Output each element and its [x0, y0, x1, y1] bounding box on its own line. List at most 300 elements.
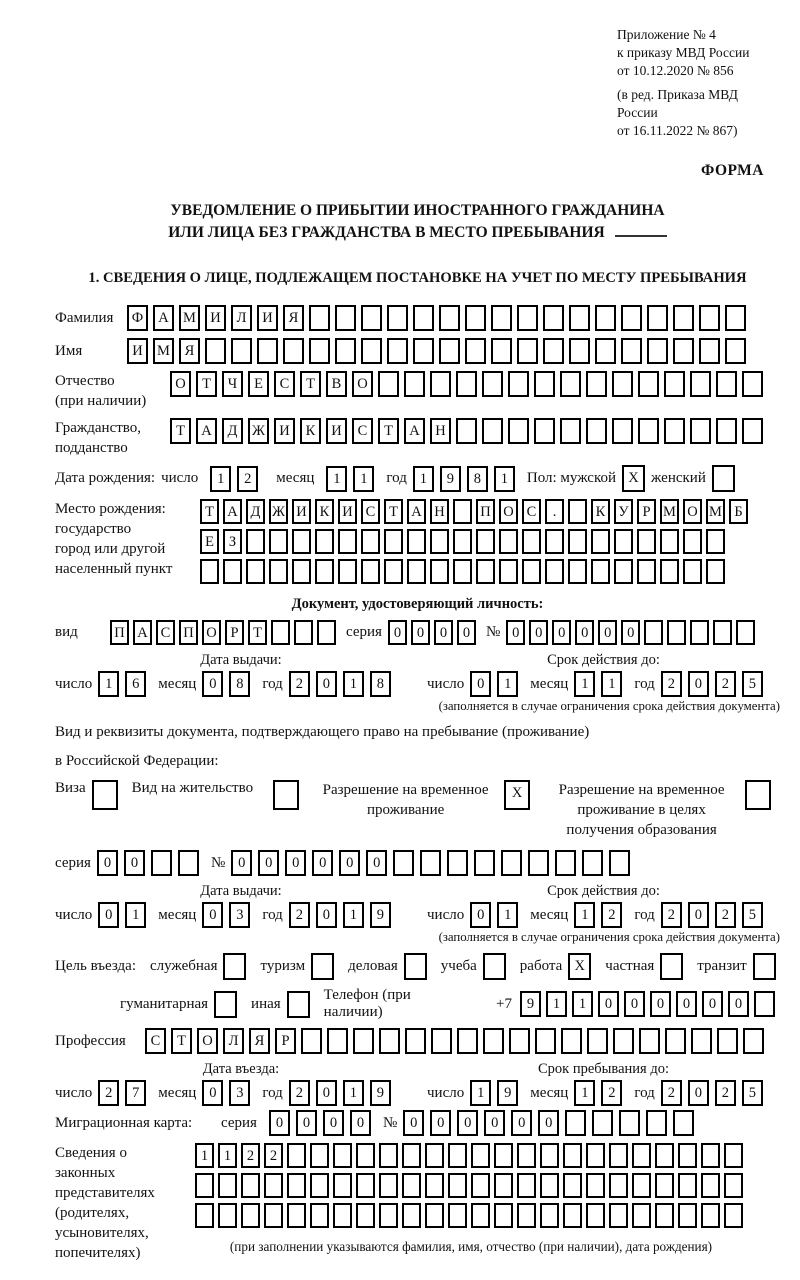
- temp-residence-option-checkbox[interactable]: [504, 780, 530, 810]
- cell[interactable]: М: [179, 305, 200, 331]
- cell[interactable]: 0: [202, 1080, 223, 1106]
- stay-month-cells[interactable]: [574, 1080, 628, 1106]
- cell[interactable]: [678, 1173, 697, 1198]
- purpose-tourism-checkbox[interactable]: [311, 953, 334, 980]
- cell[interactable]: Я: [249, 1028, 270, 1054]
- cell[interactable]: 8: [467, 466, 488, 492]
- cell[interactable]: Л: [231, 305, 252, 331]
- cell[interactable]: [309, 338, 330, 364]
- cell[interactable]: 0: [403, 1110, 424, 1136]
- cell[interactable]: [430, 559, 449, 584]
- residence-valid-year-cells[interactable]: [661, 902, 769, 928]
- cell[interactable]: [287, 1143, 306, 1168]
- cell[interactable]: [273, 780, 299, 810]
- cell[interactable]: С: [361, 499, 380, 524]
- cell[interactable]: [673, 1110, 694, 1136]
- cell[interactable]: 0: [312, 850, 333, 876]
- cell[interactable]: [660, 559, 679, 584]
- surname-cells[interactable]: [127, 305, 751, 331]
- cell[interactable]: [655, 1173, 674, 1198]
- cell[interactable]: [517, 1203, 536, 1228]
- cell[interactable]: А: [133, 620, 152, 645]
- cell[interactable]: Т: [378, 418, 399, 444]
- cell[interactable]: [592, 1110, 613, 1136]
- cell[interactable]: У: [614, 499, 633, 524]
- cell[interactable]: [543, 338, 564, 364]
- cell[interactable]: [311, 953, 334, 980]
- cell[interactable]: [743, 1028, 764, 1054]
- cell[interactable]: 0: [598, 991, 619, 1017]
- cell[interactable]: [402, 1173, 421, 1198]
- cell[interactable]: [644, 620, 663, 645]
- cell[interactable]: [439, 305, 460, 331]
- cell[interactable]: 0: [323, 1110, 344, 1136]
- migration-card-series-cells[interactable]: [269, 1110, 377, 1136]
- cell[interactable]: [646, 1110, 667, 1136]
- identity-doc-number-cells[interactable]: [506, 620, 759, 645]
- cell[interactable]: [691, 1028, 712, 1054]
- cell[interactable]: 2: [715, 671, 736, 697]
- cell[interactable]: [491, 305, 512, 331]
- cell[interactable]: [294, 620, 313, 645]
- cell[interactable]: Р: [637, 499, 656, 524]
- cell[interactable]: [287, 1203, 306, 1228]
- cell[interactable]: И: [205, 305, 226, 331]
- cell[interactable]: [439, 338, 460, 364]
- cell[interactable]: 0: [269, 1110, 290, 1136]
- cell[interactable]: И: [257, 305, 278, 331]
- birth-month-cells[interactable]: [326, 466, 380, 492]
- cell[interactable]: [482, 371, 503, 397]
- cell[interactable]: [545, 529, 564, 554]
- cell[interactable]: [292, 529, 311, 554]
- cell[interactable]: 9: [440, 466, 461, 492]
- cell[interactable]: [264, 1173, 283, 1198]
- cell[interactable]: [565, 1110, 586, 1136]
- cell[interactable]: [568, 529, 587, 554]
- cell[interactable]: [223, 953, 246, 980]
- cell[interactable]: [246, 529, 265, 554]
- cell[interactable]: С: [145, 1028, 166, 1054]
- cell[interactable]: 2: [715, 1080, 736, 1106]
- cell[interactable]: О: [683, 499, 702, 524]
- cell[interactable]: [309, 305, 330, 331]
- cell[interactable]: [609, 850, 630, 876]
- cell[interactable]: [92, 780, 118, 810]
- identity-issue-day-cells[interactable]: [98, 671, 152, 697]
- cell[interactable]: 0: [231, 850, 252, 876]
- cell[interactable]: [555, 850, 576, 876]
- cell[interactable]: [387, 305, 408, 331]
- cell[interactable]: [361, 529, 380, 554]
- cell[interactable]: [563, 1203, 582, 1228]
- cell[interactable]: 3: [229, 902, 250, 928]
- cell[interactable]: 0: [258, 850, 279, 876]
- cell[interactable]: [632, 1203, 651, 1228]
- temp-residence-education-option-checkbox[interactable]: [745, 780, 771, 810]
- cell[interactable]: Т: [171, 1028, 192, 1054]
- cell[interactable]: [214, 991, 237, 1018]
- cell[interactable]: Ж: [248, 418, 269, 444]
- cell[interactable]: [384, 559, 403, 584]
- cell[interactable]: М: [153, 338, 174, 364]
- stay-year-cells[interactable]: [661, 1080, 769, 1106]
- cell[interactable]: [292, 559, 311, 584]
- cell[interactable]: 0: [316, 1080, 337, 1106]
- cell[interactable]: [283, 338, 304, 364]
- cell[interactable]: [545, 559, 564, 584]
- cell[interactable]: Т: [196, 371, 217, 397]
- cell[interactable]: [638, 418, 659, 444]
- cell[interactable]: 1: [601, 671, 622, 697]
- cell[interactable]: 2: [264, 1143, 283, 1168]
- birth-place-cells-row3[interactable]: [200, 559, 752, 584]
- cell[interactable]: Л: [223, 1028, 244, 1054]
- cell[interactable]: 0: [676, 991, 697, 1017]
- cell[interactable]: X: [568, 953, 591, 980]
- cell[interactable]: 0: [350, 1110, 371, 1136]
- cell[interactable]: [568, 499, 587, 524]
- sex-male-checkbox[interactable]: [622, 465, 645, 492]
- cell[interactable]: [632, 1143, 651, 1168]
- cell[interactable]: 0: [688, 671, 709, 697]
- cell[interactable]: И: [292, 499, 311, 524]
- cell[interactable]: Ж: [269, 499, 288, 524]
- patronymic-cells[interactable]: [170, 371, 768, 397]
- cell[interactable]: М: [706, 499, 725, 524]
- cell[interactable]: [621, 338, 642, 364]
- cell[interactable]: [335, 338, 356, 364]
- cell[interactable]: Т: [248, 620, 267, 645]
- cell[interactable]: [706, 559, 725, 584]
- identity-doc-kind-cells[interactable]: [110, 620, 340, 645]
- cell[interactable]: [271, 620, 290, 645]
- cell[interactable]: П: [110, 620, 129, 645]
- cell[interactable]: [587, 1028, 608, 1054]
- cell[interactable]: 0: [202, 902, 223, 928]
- cell[interactable]: О: [202, 620, 221, 645]
- cell[interactable]: А: [196, 418, 217, 444]
- cell[interactable]: [655, 1203, 674, 1228]
- cell[interactable]: С: [274, 371, 295, 397]
- cell[interactable]: 0: [124, 850, 145, 876]
- cell[interactable]: [591, 559, 610, 584]
- cell[interactable]: [673, 338, 694, 364]
- cell[interactable]: [569, 305, 590, 331]
- cell[interactable]: [638, 371, 659, 397]
- cell[interactable]: [448, 1143, 467, 1168]
- cell[interactable]: [528, 850, 549, 876]
- cell[interactable]: [508, 371, 529, 397]
- cell[interactable]: [393, 850, 414, 876]
- cell[interactable]: 9: [370, 902, 391, 928]
- purpose-transit-checkbox[interactable]: [753, 953, 776, 980]
- cell[interactable]: [405, 1028, 426, 1054]
- cell[interactable]: 1: [125, 902, 146, 928]
- cell[interactable]: 1: [572, 991, 593, 1017]
- cell[interactable]: 1: [210, 466, 231, 492]
- cell[interactable]: [716, 371, 737, 397]
- cell[interactable]: [522, 559, 541, 584]
- cell[interactable]: [356, 1173, 375, 1198]
- stay-day-cells[interactable]: [470, 1080, 524, 1106]
- cell[interactable]: [701, 1173, 720, 1198]
- cell[interactable]: 5: [742, 902, 763, 928]
- cell[interactable]: 0: [650, 991, 671, 1017]
- cell[interactable]: 1: [218, 1143, 237, 1168]
- cell[interactable]: [338, 529, 357, 554]
- cell[interactable]: [315, 559, 334, 584]
- entry-year-cells[interactable]: [289, 1080, 397, 1106]
- cell[interactable]: [678, 1143, 697, 1168]
- birth-year-cells[interactable]: [413, 466, 521, 492]
- purpose-study-checkbox[interactable]: [483, 953, 506, 980]
- cell[interactable]: [471, 1143, 490, 1168]
- cell[interactable]: 2: [661, 1080, 682, 1106]
- cell[interactable]: 0: [621, 620, 640, 645]
- cell[interactable]: [448, 1173, 467, 1198]
- cell[interactable]: [534, 371, 555, 397]
- cell[interactable]: [379, 1143, 398, 1168]
- cell[interactable]: 0: [688, 902, 709, 928]
- cell[interactable]: 2: [601, 902, 622, 928]
- cell[interactable]: [310, 1143, 329, 1168]
- cell[interactable]: [457, 1028, 478, 1054]
- cell[interactable]: [483, 1028, 504, 1054]
- residence-issue-month-cells[interactable]: [202, 902, 256, 928]
- cell[interactable]: [724, 1173, 743, 1198]
- cell[interactable]: С: [352, 418, 373, 444]
- birth-place-cells-row2[interactable]: [200, 529, 752, 554]
- cell[interactable]: Ф: [127, 305, 148, 331]
- cell[interactable]: О: [352, 371, 373, 397]
- cell[interactable]: Д: [222, 418, 243, 444]
- residence-issue-year-cells[interactable]: [289, 902, 397, 928]
- cell[interactable]: Е: [248, 371, 269, 397]
- cell[interactable]: [517, 1173, 536, 1198]
- cell[interactable]: [586, 1203, 605, 1228]
- purpose-business-checkbox[interactable]: [404, 953, 427, 980]
- cell[interactable]: [543, 305, 564, 331]
- cell[interactable]: [725, 305, 746, 331]
- cell[interactable]: [563, 1143, 582, 1168]
- cell[interactable]: 0: [296, 1110, 317, 1136]
- cell[interactable]: И: [274, 418, 295, 444]
- cell[interactable]: [647, 305, 668, 331]
- cell[interactable]: [200, 559, 219, 584]
- cell[interactable]: [361, 559, 380, 584]
- cell[interactable]: [231, 338, 252, 364]
- cell[interactable]: [431, 1028, 452, 1054]
- cell[interactable]: 1: [343, 1080, 364, 1106]
- cell[interactable]: [269, 529, 288, 554]
- cell[interactable]: [379, 1173, 398, 1198]
- cell[interactable]: П: [476, 499, 495, 524]
- cell[interactable]: 2: [289, 671, 310, 697]
- cell[interactable]: 0: [624, 991, 645, 1017]
- cell[interactable]: [151, 850, 172, 876]
- cell[interactable]: [569, 338, 590, 364]
- cell[interactable]: X: [622, 465, 645, 492]
- cell[interactable]: [356, 1203, 375, 1228]
- cell[interactable]: [724, 1143, 743, 1168]
- cell[interactable]: 9: [370, 1080, 391, 1106]
- cell[interactable]: [333, 1203, 352, 1228]
- cell[interactable]: [745, 780, 771, 810]
- cell[interactable]: 1: [497, 671, 518, 697]
- cell[interactable]: [241, 1203, 260, 1228]
- cell[interactable]: К: [300, 418, 321, 444]
- cell[interactable]: [534, 418, 555, 444]
- cell[interactable]: 2: [241, 1143, 260, 1168]
- cell[interactable]: [609, 1143, 628, 1168]
- cell[interactable]: Д: [246, 499, 265, 524]
- cell[interactable]: [287, 1173, 306, 1198]
- cell[interactable]: [402, 1143, 421, 1168]
- cell[interactable]: [522, 529, 541, 554]
- cell[interactable]: [499, 529, 518, 554]
- cell[interactable]: Т: [300, 371, 321, 397]
- cell[interactable]: [613, 1028, 634, 1054]
- cell[interactable]: А: [404, 418, 425, 444]
- cell[interactable]: [453, 529, 472, 554]
- identity-issue-month-cells[interactable]: [202, 671, 256, 697]
- cell[interactable]: [699, 338, 720, 364]
- cell[interactable]: [404, 953, 427, 980]
- cell[interactable]: 2: [289, 902, 310, 928]
- cell[interactable]: 0: [702, 991, 723, 1017]
- cell[interactable]: 0: [728, 991, 749, 1017]
- cell[interactable]: [264, 1203, 283, 1228]
- cell[interactable]: [453, 559, 472, 584]
- sex-female-checkbox[interactable]: [712, 465, 735, 492]
- cell[interactable]: 1: [574, 902, 595, 928]
- cell[interactable]: [413, 338, 434, 364]
- residence-permit-option-checkbox[interactable]: [273, 780, 299, 810]
- cell[interactable]: Т: [200, 499, 219, 524]
- cell[interactable]: 2: [289, 1080, 310, 1106]
- cell[interactable]: [476, 529, 495, 554]
- identity-valid-year-cells[interactable]: [661, 671, 769, 697]
- cell[interactable]: О: [197, 1028, 218, 1054]
- cell[interactable]: [356, 1143, 375, 1168]
- residence-valid-month-cells[interactable]: [574, 902, 628, 928]
- cell[interactable]: 1: [343, 671, 364, 697]
- cell[interactable]: 1: [494, 466, 515, 492]
- identity-issue-year-cells[interactable]: [289, 671, 397, 697]
- cell[interactable]: [639, 1028, 660, 1054]
- cell[interactable]: [540, 1143, 559, 1168]
- cell[interactable]: [257, 338, 278, 364]
- cell[interactable]: [517, 338, 538, 364]
- cell[interactable]: [494, 1143, 513, 1168]
- cell[interactable]: О: [499, 499, 518, 524]
- visa-option-checkbox[interactable]: [92, 780, 118, 810]
- cell[interactable]: Н: [430, 499, 449, 524]
- cell[interactable]: [333, 1173, 352, 1198]
- cell[interactable]: [425, 1203, 444, 1228]
- cell[interactable]: 0: [457, 1110, 478, 1136]
- cell[interactable]: [665, 1028, 686, 1054]
- cell[interactable]: [353, 1028, 374, 1054]
- cell[interactable]: Р: [225, 620, 244, 645]
- cell[interactable]: Б: [729, 499, 748, 524]
- cell[interactable]: 2: [98, 1080, 119, 1106]
- cell[interactable]: [742, 371, 763, 397]
- legal-reps-cells-row2[interactable]: [195, 1173, 747, 1198]
- cell[interactable]: Н: [430, 418, 451, 444]
- cell[interactable]: 0: [598, 620, 617, 645]
- cell[interactable]: [241, 1173, 260, 1198]
- cell[interactable]: [586, 1173, 605, 1198]
- cell[interactable]: [420, 850, 441, 876]
- cell[interactable]: 3: [229, 1080, 250, 1106]
- cell[interactable]: [632, 1173, 651, 1198]
- cell[interactable]: 0: [97, 850, 118, 876]
- cell[interactable]: 1: [353, 466, 374, 492]
- cell[interactable]: [482, 418, 503, 444]
- cell[interactable]: [413, 305, 434, 331]
- cell[interactable]: [425, 1173, 444, 1198]
- cell[interactable]: А: [223, 499, 242, 524]
- cell[interactable]: 8: [229, 671, 250, 697]
- cell[interactable]: [660, 953, 683, 980]
- cell[interactable]: 0: [285, 850, 306, 876]
- cell[interactable]: [456, 418, 477, 444]
- cell[interactable]: [317, 620, 336, 645]
- cell[interactable]: [582, 850, 603, 876]
- cell[interactable]: [476, 559, 495, 584]
- cell[interactable]: [509, 1028, 530, 1054]
- profession-cells[interactable]: [145, 1028, 769, 1054]
- cell[interactable]: 2: [661, 671, 682, 697]
- cell[interactable]: [586, 1143, 605, 1168]
- cell[interactable]: [178, 850, 199, 876]
- cell[interactable]: [595, 338, 616, 364]
- cell[interactable]: [315, 529, 334, 554]
- cell[interactable]: [754, 991, 775, 1017]
- cell[interactable]: [612, 418, 633, 444]
- cell[interactable]: [595, 305, 616, 331]
- cell[interactable]: 0: [506, 620, 525, 645]
- cell[interactable]: [338, 559, 357, 584]
- cell[interactable]: 0: [484, 1110, 505, 1136]
- cell[interactable]: 6: [125, 671, 146, 697]
- cell[interactable]: П: [179, 620, 198, 645]
- cell[interactable]: 8: [370, 671, 391, 697]
- cell[interactable]: [494, 1173, 513, 1198]
- cell[interactable]: [310, 1203, 329, 1228]
- cell[interactable]: [753, 953, 776, 980]
- cell[interactable]: [683, 559, 702, 584]
- given-name-cells[interactable]: [127, 338, 751, 364]
- cell[interactable]: 0: [688, 1080, 709, 1106]
- cell[interactable]: 0: [575, 620, 594, 645]
- cell[interactable]: С: [522, 499, 541, 524]
- cell[interactable]: [269, 559, 288, 584]
- cell[interactable]: 0: [339, 850, 360, 876]
- cell[interactable]: 1: [343, 902, 364, 928]
- cell[interactable]: И: [338, 499, 357, 524]
- cell[interactable]: 7: [125, 1080, 146, 1106]
- cell[interactable]: [310, 1173, 329, 1198]
- cell[interactable]: [614, 559, 633, 584]
- cell[interactable]: [701, 1143, 720, 1168]
- cell[interactable]: [465, 338, 486, 364]
- identity-valid-month-cells[interactable]: [574, 671, 628, 697]
- cell[interactable]: [725, 338, 746, 364]
- cell[interactable]: [425, 1143, 444, 1168]
